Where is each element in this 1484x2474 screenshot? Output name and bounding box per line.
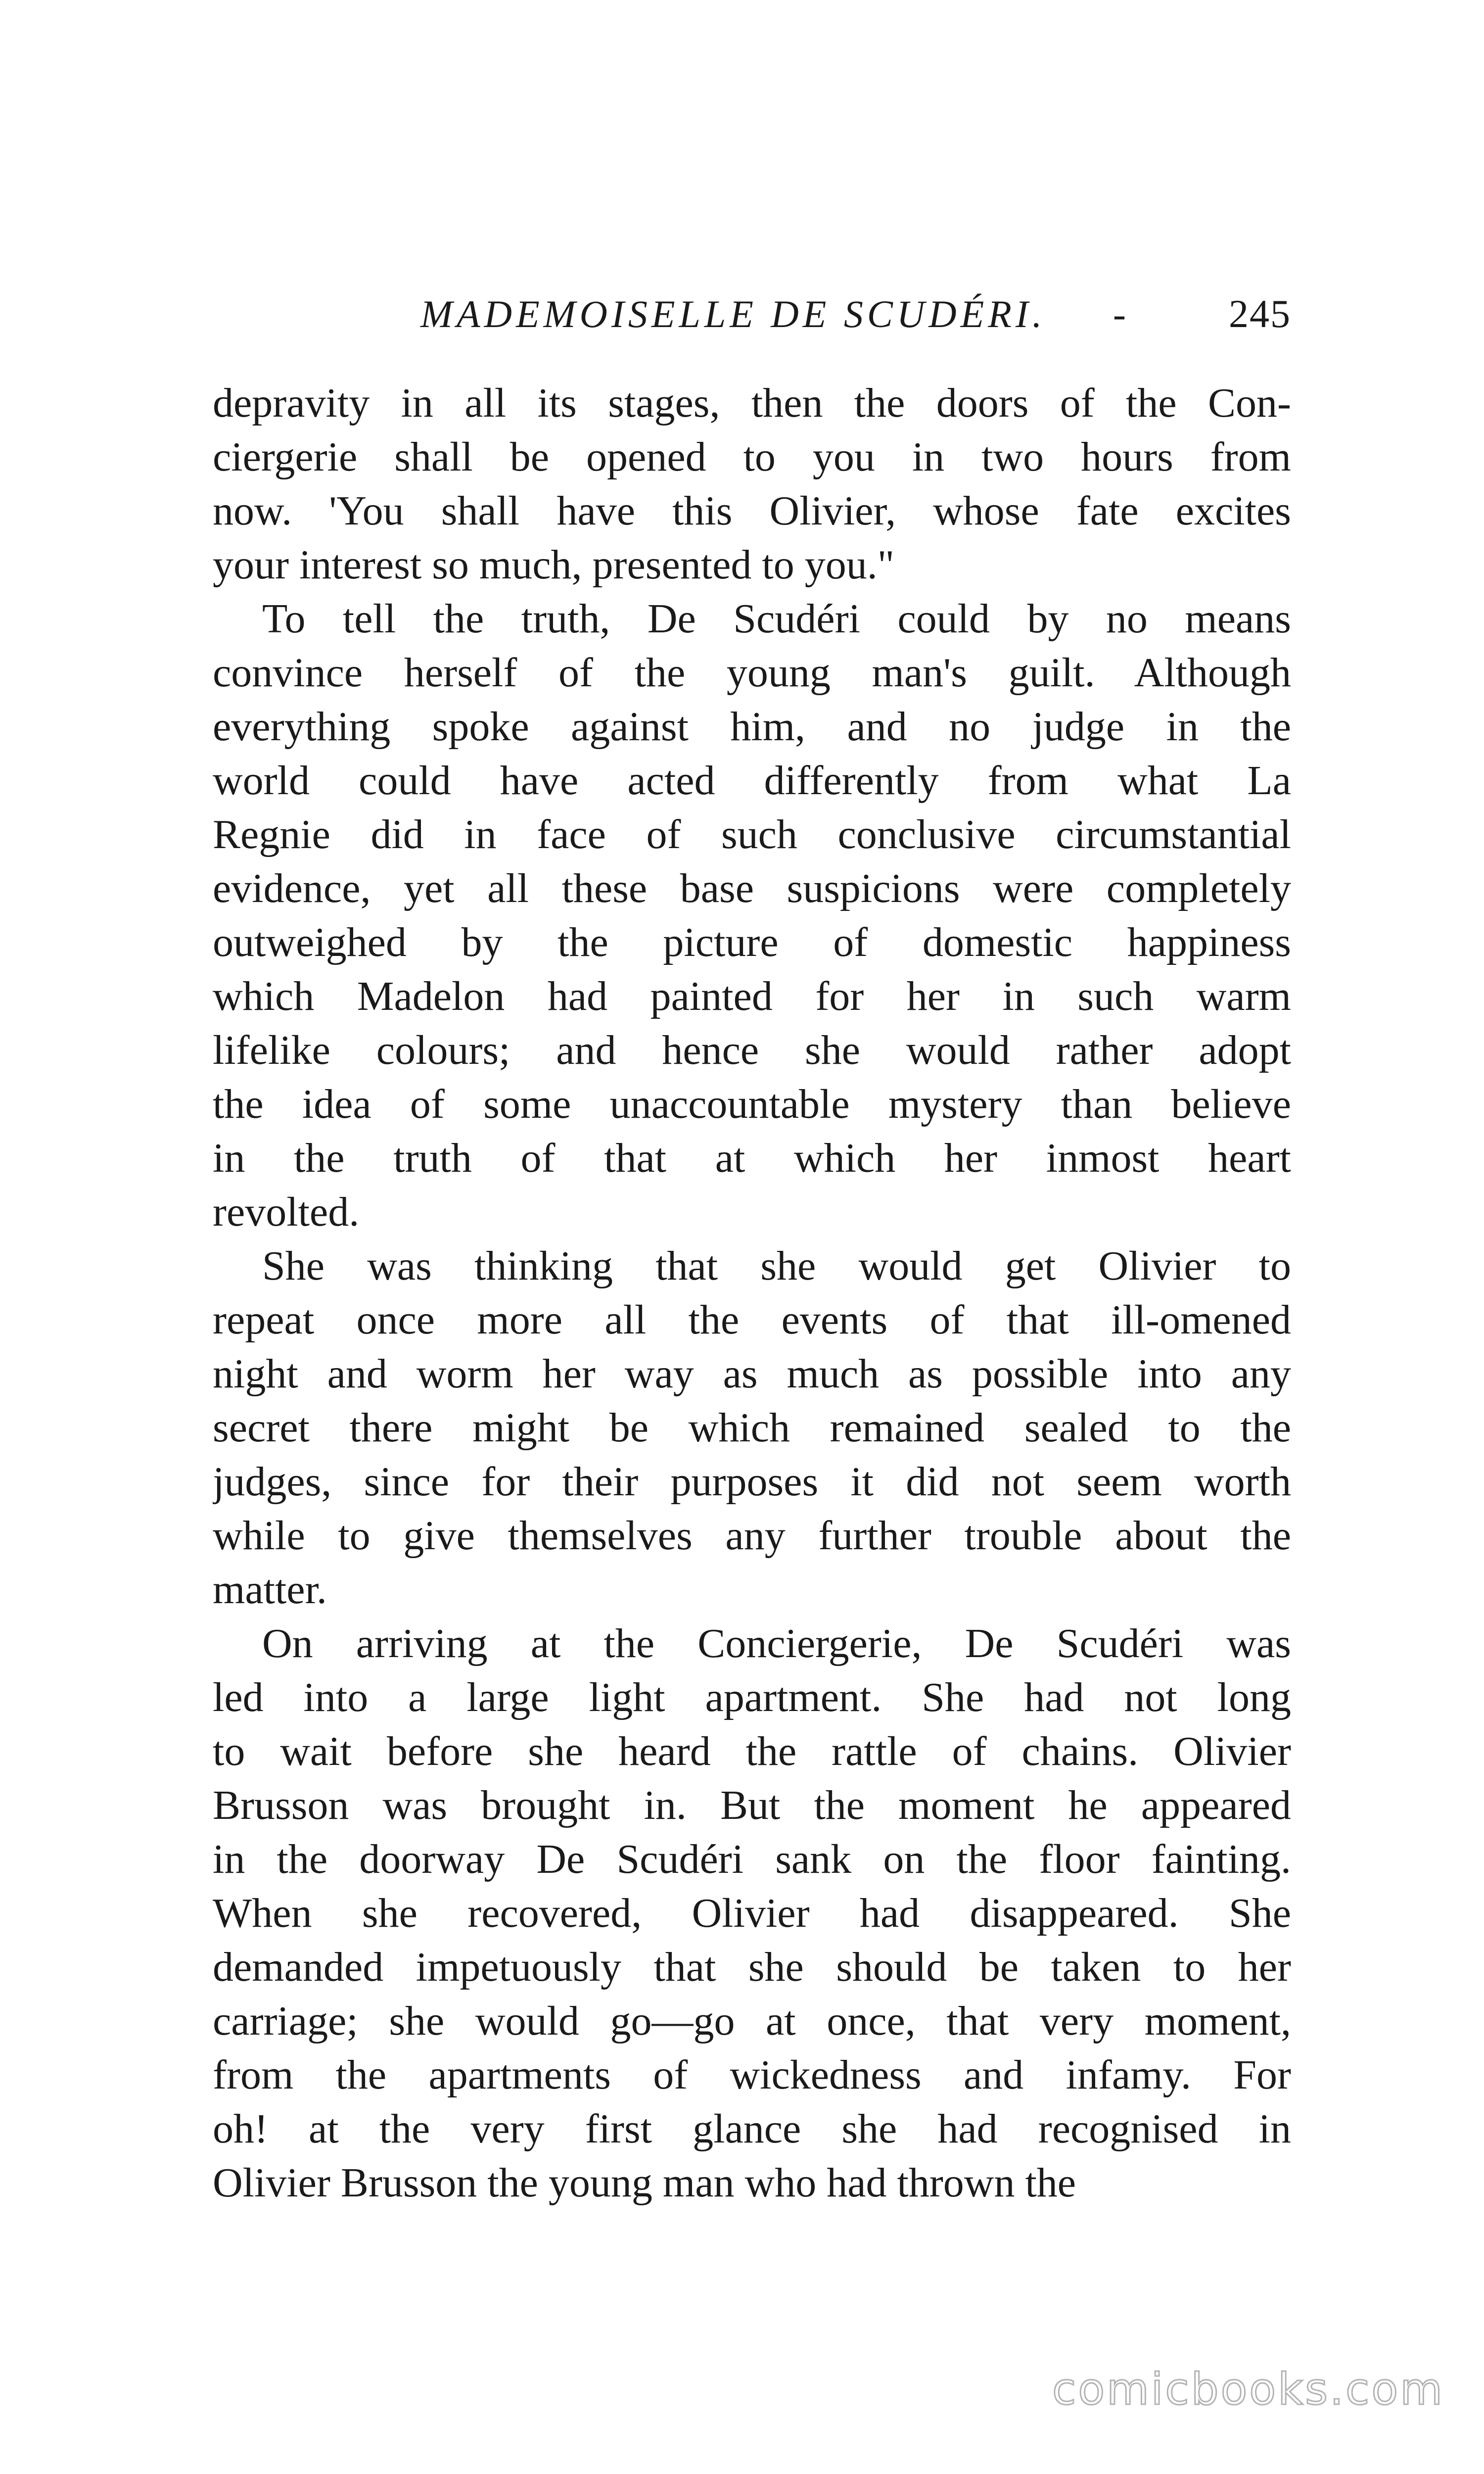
text-line: everything spoke against him, and no judge in the — [213, 704, 1291, 750]
paragraph — [213, 1239, 1291, 1617]
text-line: On arriving at the Conciergerie, De Scudéri was — [262, 1620, 1291, 1666]
paragraph — [213, 376, 1291, 592]
page-number: 245 — [1229, 292, 1291, 336]
text-line: ciergerie shall be opened to you in two hours from — [213, 434, 1291, 480]
body-text — [213, 376, 1291, 2210]
text-line: led into a large light apartment. She had not long — [213, 1674, 1291, 1720]
text-line: Olivier Brusson the young man who had thrown the — [213, 2160, 1076, 2206]
text-line: evidence, yet all these base suspicions were completely — [213, 865, 1291, 911]
text-line: to wait before she heard the rattle of chains. Olivier — [213, 1728, 1291, 1774]
text-line: your interest so much, presented to you." — [213, 542, 895, 588]
text-line: secret there might be which remained sealed to the — [213, 1405, 1291, 1451]
text-line: matter. — [213, 1567, 327, 1613]
text-line: demanded impetuously that she should be taken to her — [213, 1944, 1291, 1990]
running-header — [213, 292, 1291, 351]
text-line: carriage; she would go—go at once, that very moment, — [213, 1998, 1291, 2044]
text-line: depravity in all its stages, then the doors of the Con- — [213, 380, 1291, 426]
text-line: which Madelon had painted for her in such warm — [213, 973, 1291, 1019]
text-line: now. 'You shall have this Olivier, whose fate excites — [213, 488, 1291, 534]
text-line: world could have acted differently from what La — [213, 758, 1291, 804]
text-line: the idea of some unaccountable mystery than believe — [213, 1081, 1291, 1127]
text-line: repeat once more all the events of that ill-omened — [213, 1297, 1291, 1343]
text-line: from the apartments of wickedness and infamy. For — [213, 2052, 1291, 2098]
header-dash: - — [1113, 292, 1126, 335]
text-line: in the doorway De Scudéri sank on the floor fainting. — [213, 1836, 1291, 1882]
text-line: outweighed by the picture of domestic happiness — [213, 919, 1291, 965]
text-line: while to give themselves any further trouble about the — [213, 1513, 1291, 1559]
text-line: convince herself of the young man's guilt. Although — [213, 650, 1291, 696]
running-title: MADEMOISELLE DE SCUDÉRI. — [420, 292, 1046, 335]
text-line: Regnie did in face of such conclusive circumstantial — [213, 811, 1291, 857]
watermark: comicbooks.com — [1052, 2364, 1444, 2415]
text-line: night and worm her way as much as possible into any — [213, 1351, 1291, 1397]
text-line: lifelike colours; and hence she would rather adopt — [213, 1027, 1291, 1073]
text-line: revolted. — [213, 1189, 360, 1235]
paragraph — [213, 1617, 1291, 2210]
text-line: Brusson was brought in. But the moment he appeared — [213, 1782, 1291, 1828]
text-line: oh! at the very first glance she had recognised in — [213, 2106, 1291, 2152]
text-line: judges, since for their purposes it did not seem worth — [213, 1459, 1291, 1505]
paragraph — [213, 592, 1291, 1239]
text-line: She was thinking that she would get Olivier to — [262, 1243, 1291, 1289]
text-line: To tell the truth, De Scudéri could by no means — [262, 596, 1291, 642]
text-line: When she recovered, Olivier had disappeared. She — [213, 1890, 1291, 1936]
text-line: in the truth of that at which her inmost heart — [213, 1135, 1291, 1181]
